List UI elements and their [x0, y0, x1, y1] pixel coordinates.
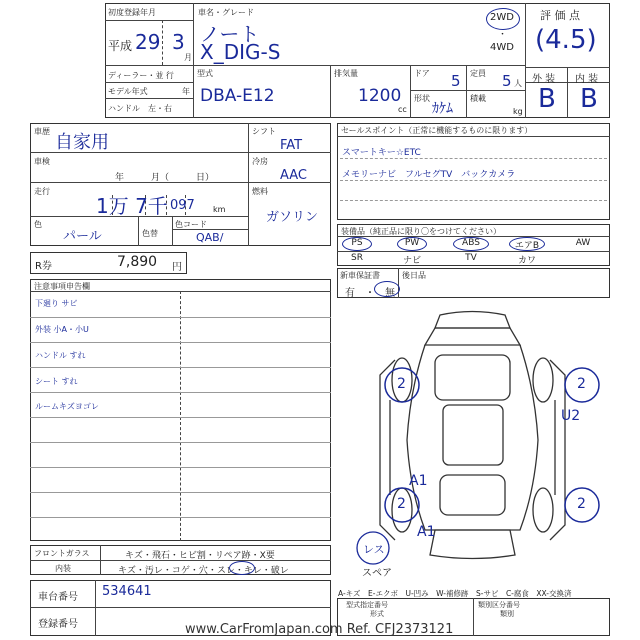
mileage-sub: 097 [170, 198, 195, 213]
reg-label: 登録番号 [38, 619, 78, 630]
displacement-label: 排気量 [334, 69, 358, 78]
shape-label: 形状 [414, 94, 430, 103]
mileage-value: 1万 7千 [96, 194, 168, 218]
cc-unit: cc [398, 105, 407, 114]
usage-value: 自家用 [55, 132, 109, 153]
equip-leather: カワ [517, 256, 536, 266]
equip-aw: AW [575, 238, 591, 248]
car-grade: X_DIG-S [200, 40, 281, 64]
capacity-unit: 人 [514, 79, 522, 88]
recycle-box [30, 252, 187, 274]
diagram-mark-a1-rear: A1 [417, 524, 436, 540]
km-unit: km [213, 205, 226, 214]
interior-label: 内 装 [575, 74, 599, 85]
diagram-mark-fr: 2 [577, 376, 586, 392]
first-reg-label: 初度登録年月 [108, 8, 156, 17]
kg-unit: kg [513, 107, 523, 116]
color-value: パール [63, 229, 102, 244]
era-label: 平成 [108, 39, 133, 53]
equip-pw: PW [404, 238, 420, 248]
fuel-label: 燃料 [252, 187, 268, 196]
form-label: 形式 [370, 610, 384, 618]
month-unit: 月 [184, 53, 192, 62]
class-number-label: 類別区分番号 [478, 601, 520, 609]
chassis-value: 534641 [102, 584, 152, 599]
drive-2wd: 2WD [490, 12, 514, 23]
diagram-mark-fl: 2 [397, 376, 406, 392]
interior-grade: B [580, 84, 598, 114]
note-item-4: シート すれ [35, 377, 78, 386]
fuel-value: ガソリン [266, 210, 319, 225]
eval-score: (4.5) [535, 25, 597, 55]
diagram-mark-u2: U2 [561, 408, 581, 424]
note-item-5: ルームキズヨゴレ [35, 402, 99, 411]
equip-airbag: エアB [514, 241, 540, 251]
interior-sure-circle [229, 561, 255, 575]
warranty-value: 有 ・ 無 [345, 288, 395, 299]
shift-label: シフト [252, 127, 276, 136]
mileage-label: 走行 [34, 187, 50, 196]
door-value: 5 [451, 72, 461, 90]
sales-point-2: メモリーナビ フルセグTV バックカメラ [342, 170, 516, 180]
equip-tv: TV [465, 253, 477, 263]
recycle-unit: 円 [172, 262, 182, 273]
sales-points-header: セールスポイント（正常に機能するものに限ります） [341, 126, 533, 135]
inspection-text: 年 月（ 日） [115, 173, 215, 183]
interior-damage-items: キズ・汚レ・コゲ・穴・スレ・キレ・破レ [118, 566, 289, 576]
warranty-label-3: 後日品 [402, 271, 426, 280]
car-name: ノート [200, 22, 260, 46]
shift-value: FAT [280, 138, 303, 153]
capacity-value: 5 [502, 72, 512, 90]
note-item-3: ハンドル すれ [35, 351, 86, 360]
equipment-header: 装備品（純正品に限り〇をつけてください） [341, 227, 501, 236]
warranty-no-circle [374, 281, 400, 297]
interior-damage-label: 内装 [55, 564, 71, 573]
usage-label: 車歴 [34, 127, 50, 136]
spare-note: レス [363, 543, 385, 556]
exterior-grade: B [538, 84, 556, 114]
notes-header: 注意事項申告欄 [34, 282, 90, 291]
note-item-1: 下廻り サビ [35, 299, 78, 308]
capacity-label: 定員 [470, 69, 486, 78]
recycle-value: 7,890 [117, 254, 158, 270]
inspection-label: 車検 [34, 157, 50, 166]
drive-4wd: 4WD [490, 42, 514, 53]
diagram-mark-rl: 2 [397, 496, 406, 512]
model-year-label: モデル年式 [108, 87, 148, 96]
door-label: ドア [414, 69, 430, 78]
recycle-label: R券 [35, 261, 52, 272]
exterior-label: 外 装 [532, 74, 556, 85]
sales-point-1: スマートキー☆ETC [342, 148, 421, 158]
warranty-label-1: 新車保証書 [340, 271, 380, 280]
windshield-items: キズ・飛石・ヒビ割・リペア跡・X要 [125, 551, 275, 561]
windshield-label: フロントガラス [34, 549, 90, 558]
dealer-label: ディーラー・並 行 [108, 71, 174, 80]
reg-year: 29 [135, 30, 161, 54]
type-value: DBA-E12 [200, 86, 275, 106]
spare-label: スペア [362, 568, 392, 579]
load-label: 積載 [470, 94, 486, 103]
model-year-unit: 年 [182, 87, 190, 96]
displacement-value: 1200 [358, 86, 402, 106]
diagram-mark-rr: 2 [577, 496, 586, 512]
model-grade-label: 車名・グレード [198, 8, 254, 17]
note-item-2: 外装 小A・小U [35, 325, 89, 334]
chassis-label: 車台番号 [38, 592, 78, 603]
equip-abs: ABS [462, 238, 480, 248]
color-swap-label: 色替 [142, 229, 158, 238]
ac-value: AAC [280, 168, 307, 183]
damage-legend: A-キズ E-エクボ U-凹み W-補修跡 S-サビ C-腐食 XX-交換済 [338, 589, 572, 598]
handle-label: ハンドル 左・右 [108, 104, 172, 113]
equip-navi: ナビ [402, 256, 421, 266]
equip-sr: SR [351, 253, 363, 263]
shape-value: ｶｹﾑ [432, 101, 453, 117]
reg-month: 3 [172, 30, 185, 54]
type-designation-label: 型式指定番号 [346, 601, 388, 609]
car-diagram [335, 300, 610, 580]
color-code-label: 色コード [175, 220, 207, 229]
color-label: 色 [34, 220, 42, 229]
equip-ps: PS [351, 238, 363, 248]
watermark: www.CarFromJapan.com Ref. CFJ2373121 [185, 622, 454, 637]
diagram-mark-a1-side: A1 [409, 473, 428, 489]
drive-dot: ・ [498, 30, 508, 40]
class-label: 類別 [500, 610, 514, 618]
ac-label: 冷房 [252, 157, 268, 166]
type-label: 型式 [197, 69, 213, 78]
eval-label: 評 価 点 [540, 9, 580, 22]
color-code-value: QAB/ [196, 231, 224, 244]
